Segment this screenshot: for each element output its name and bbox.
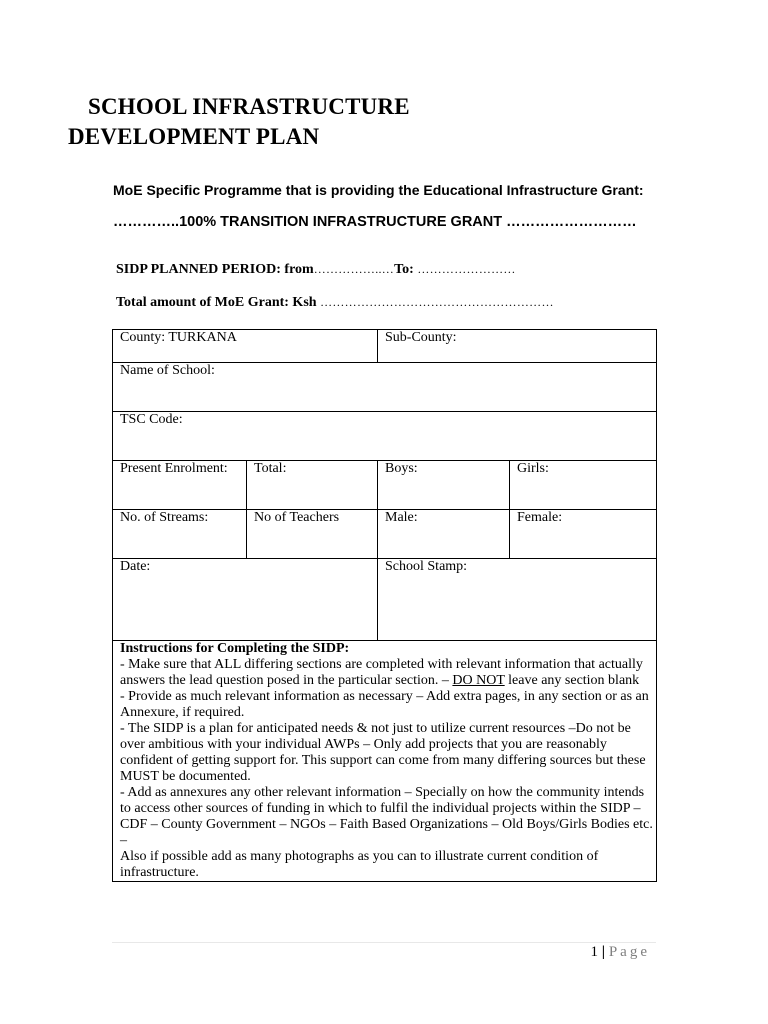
school-name-label: Name of School: [120, 363, 215, 378]
boys-field[interactable] [378, 461, 510, 510]
present-enrolment-label: Present Enrolment: [120, 461, 228, 476]
instruction-5: Also if possible add as many photographs as you can to illustrate current condition of infrastructure. [120, 849, 599, 880]
period-to-dots: …………………… [417, 262, 516, 276]
school-stamp-label: School Stamp: [385, 559, 468, 574]
teachers-cell [247, 510, 378, 559]
period-label: SIDP PLANNED PERIOD: from [116, 262, 314, 277]
page-number: 1 [590, 944, 599, 960]
footer-divider [112, 942, 656, 943]
female-field[interactable] [510, 510, 657, 559]
grant-amount [116, 295, 554, 311]
tsc-code-field[interactable] [113, 412, 657, 461]
page-word: Page [608, 944, 650, 960]
tsc-code-label: TSC Code: [120, 412, 183, 427]
female-label: Female: [517, 510, 563, 525]
planned-period [116, 262, 516, 278]
school-stamp-field[interactable] [378, 559, 657, 641]
county-label: County: TURKANA [120, 330, 237, 345]
male-label: Male: [385, 510, 418, 525]
instruction-3: - The SIDP is a plan for anticipated needs & not just to utilize current resources –Do not be over ambitious with your individual AWPs – Only add projects that you are reasonably confident of getting support for. This support can come from many differing sources but these MUST be documented. [120, 721, 646, 784]
county-field[interactable] [113, 330, 378, 363]
instructions-box [113, 641, 657, 882]
amount-dots: ………………………………………………… [320, 295, 554, 309]
streams-label: No. of Streams: [120, 510, 209, 525]
programme-label: MoE Specific Programme that is providing the Educational Infrastructure Grant: [113, 182, 644, 198]
instruction-2: - Provide as much relevant information as necessary – Add extra pages, in any section or as an Annexure, if required. [120, 689, 649, 720]
male-field[interactable] [378, 510, 510, 559]
period-to-label: To: [394, 262, 414, 277]
girls-label: Girls: [517, 461, 549, 476]
instructions-heading: Instructions for Completing the SIDP: [120, 641, 350, 656]
school-details-form [112, 329, 657, 882]
period-from-dots: ……………..… [313, 262, 395, 276]
sub-county-label: Sub-County: [385, 330, 457, 345]
instruction-1b: leave any section blank [504, 673, 640, 688]
instruction-1-underline: DO NOT [452, 673, 505, 688]
instruction-4: - Add as annexures any other relevant information – Specially on how the community intends to access other sources of funding in which to fulfil the individual projects within the SIDP – CDF – County Government – NGOs – Faith Based Organizations – Old Boys/Girls Bodies etc. – [120, 785, 653, 848]
total-label: Total: [254, 461, 287, 476]
school-name-field[interactable] [113, 363, 657, 412]
present-enrolment-cell [113, 461, 247, 510]
total-field[interactable] [247, 461, 378, 510]
title-line-1: SCHOOL INFRASTRUCTURE [88, 94, 410, 119]
streams-field[interactable] [113, 510, 247, 559]
date-field[interactable] [113, 559, 378, 641]
amount-label: Total amount of MoE Grant: Ksh [116, 295, 317, 310]
page-footer [591, 944, 650, 961]
title-line-2: DEVELOPMENT PLAN [68, 124, 320, 149]
sub-county-field[interactable] [378, 330, 657, 363]
boys-label: Boys: [385, 461, 418, 476]
grant-name: 100% TRANSITION INFRASTRUCTURE GRANT [179, 214, 503, 230]
grant-line [113, 214, 637, 230]
instruction-1a: - Make sure that ALL differing sections are completed with relevant information that actually answers the lead question posed in the particular section. – [120, 657, 643, 688]
girls-field[interactable] [510, 461, 657, 510]
grant-dots-before: ………….. [113, 214, 180, 230]
teachers-label: No of Teachers [254, 510, 340, 525]
page-separator: | [601, 944, 606, 960]
date-label: Date: [120, 559, 151, 574]
grant-dots-after: ……………………… [506, 214, 637, 230]
